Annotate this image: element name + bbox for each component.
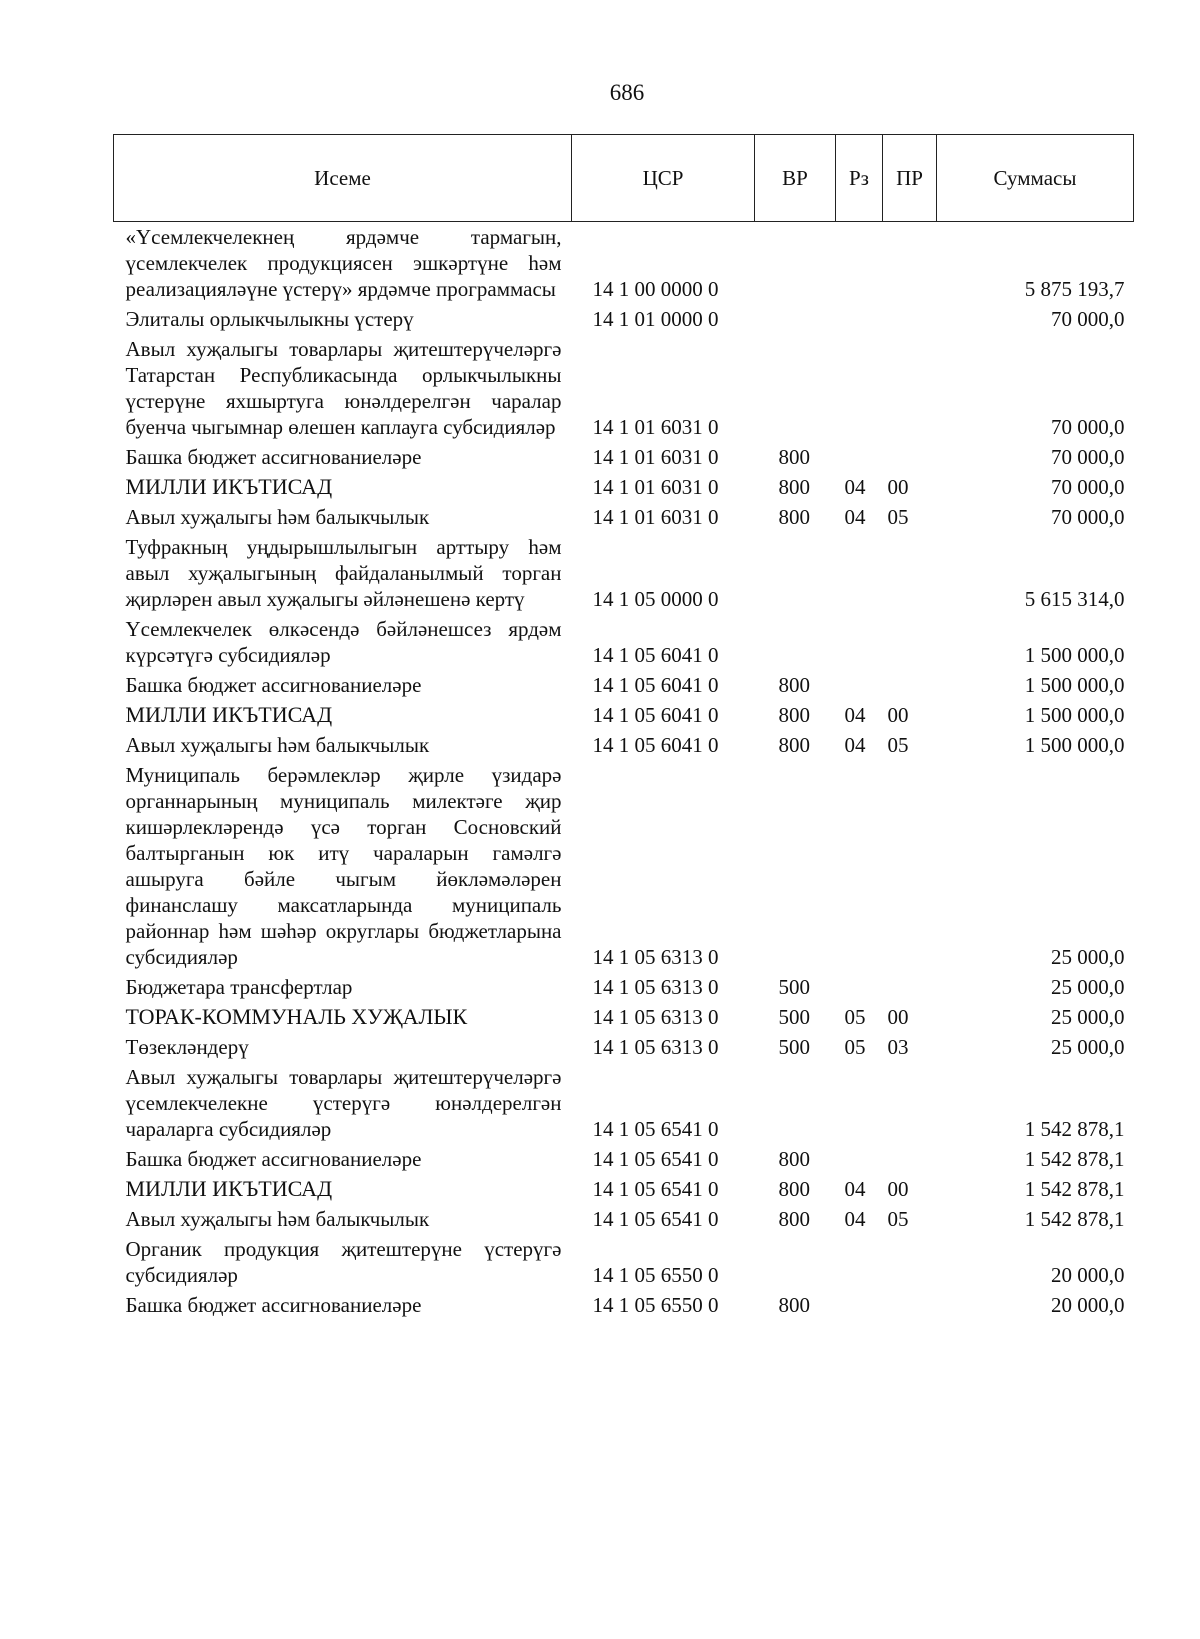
row-name: МИЛЛИ ИКЪТИСАД — [125, 474, 333, 499]
row-vr: 800 — [778, 445, 810, 469]
row-pr: 00 — [887, 475, 909, 499]
table-row — [114, 222, 1134, 305]
row-rz — [836, 614, 883, 670]
table-row — [114, 304, 1134, 334]
row-vr: 800 — [778, 673, 810, 697]
row-pr — [883, 334, 937, 442]
row-vr: 800 — [778, 703, 810, 727]
header-row — [114, 135, 1134, 222]
row-pr: 00 — [887, 1177, 909, 1201]
row-sum: 70 000,0 — [1051, 475, 1125, 499]
row-name: Авыл хуҗалыгы һәм балыкчылык — [125, 505, 430, 529]
row-rz — [836, 442, 883, 472]
row-rz — [836, 1144, 883, 1174]
row-vr: 800 — [778, 1293, 810, 1317]
row-name: Үсемлекчелек өлкәсендә бәйләнешсез ярдәм күрсәтүгә субсидияләр — [125, 617, 562, 667]
row-csr: 14 1 05 6541 0 — [592, 1207, 719, 1231]
row-sum: 20 000,0 — [1051, 1293, 1125, 1317]
row-rz: 04 — [844, 1207, 866, 1231]
row-vr — [755, 222, 836, 305]
row-vr — [755, 334, 836, 442]
row-rz — [836, 304, 883, 334]
row-name: ТОРАК-КОММУНАЛЬ ХУҖАЛЫК — [125, 1004, 468, 1029]
table-row — [114, 972, 1134, 1002]
row-rz: 04 — [844, 505, 866, 529]
row-csr: 14 1 01 6031 0 — [592, 475, 719, 499]
row-csr: 14 1 05 6550 0 — [592, 1293, 719, 1317]
row-sum: 1 542 878,1 — [1024, 1147, 1125, 1171]
row-name: Авыл хуҗалыгы һәм балыкчылык — [125, 733, 430, 757]
row-sum: 20 000,0 — [1051, 1263, 1125, 1287]
row-csr: 14 1 05 6541 0 — [592, 1117, 719, 1141]
row-sum: 1 500 000,0 — [1024, 673, 1125, 697]
row-sum: 70 000,0 — [1051, 505, 1125, 529]
row-pr — [883, 760, 937, 972]
header-vr: ВР — [755, 135, 836, 222]
row-csr: 14 1 05 6313 0 — [592, 975, 719, 999]
row-csr: 14 1 05 6313 0 — [592, 945, 719, 969]
row-sum: 1 542 878,1 — [1024, 1207, 1125, 1231]
header-pr: ПР — [883, 135, 937, 222]
budget-table — [113, 134, 1134, 1320]
table-row — [114, 1002, 1134, 1032]
table-row — [114, 532, 1134, 614]
row-name: МИЛЛИ ИКЪТИСАД — [125, 702, 333, 727]
row-name: Туфракның уңдырышлылыгын арттыру һәм авыл хуҗалыгының файдаланылмый торган җирләрен авыл хуҗалыгы әйләнешенә кертү — [125, 535, 562, 611]
table-row — [114, 502, 1134, 532]
row-rz — [836, 1234, 883, 1290]
row-pr: 00 — [887, 703, 909, 727]
row-name: Төзекләндерү — [125, 1035, 249, 1059]
row-csr: 14 1 00 0000 0 — [592, 277, 719, 301]
row-vr — [755, 532, 836, 614]
row-vr: 500 — [778, 1005, 810, 1029]
row-pr: 00 — [887, 1005, 909, 1029]
row-csr: 14 1 05 6041 0 — [592, 703, 719, 727]
row-pr — [883, 304, 937, 334]
header-name: Исеме — [114, 135, 572, 222]
row-rz — [836, 972, 883, 1002]
row-pr — [883, 1144, 937, 1174]
table-row — [114, 614, 1134, 670]
row-rz: 05 — [844, 1005, 866, 1029]
row-pr: 05 — [887, 1207, 909, 1231]
page-number: 686 — [609, 80, 645, 105]
row-name: МИЛЛИ ИКЪТИСАД — [125, 1176, 333, 1201]
row-csr: 14 1 05 6541 0 — [592, 1147, 719, 1171]
row-sum: 70 000,0 — [1051, 445, 1125, 469]
table-row — [114, 442, 1134, 472]
row-vr — [755, 760, 836, 972]
row-pr — [883, 532, 937, 614]
table-row — [114, 1290, 1134, 1320]
header-csr: ЦСР — [572, 135, 755, 222]
row-rz — [836, 1062, 883, 1144]
table-body — [114, 222, 1134, 1321]
table-row — [114, 670, 1134, 700]
row-csr: 14 1 05 6313 0 — [592, 1005, 719, 1029]
row-pr — [883, 442, 937, 472]
table-row — [114, 334, 1134, 442]
row-vr: 800 — [778, 505, 810, 529]
row-pr — [883, 1290, 937, 1320]
row-sum: 25 000,0 — [1051, 975, 1125, 999]
table-row — [114, 1062, 1134, 1144]
row-vr — [755, 1234, 836, 1290]
row-csr: 14 1 05 6550 0 — [592, 1263, 719, 1287]
row-pr — [883, 1234, 937, 1290]
row-sum: 25 000,0 — [1051, 1035, 1125, 1059]
row-vr: 500 — [778, 1035, 810, 1059]
row-rz: 04 — [844, 1177, 866, 1201]
row-rz — [836, 1290, 883, 1320]
row-vr: 500 — [778, 975, 810, 999]
row-vr: 800 — [778, 475, 810, 499]
row-csr: 14 1 05 6041 0 — [592, 643, 719, 667]
row-vr — [755, 614, 836, 670]
row-vr — [755, 1062, 836, 1144]
row-name: Авыл хуҗалыгы товарлары җитештерүчеләргә үсемлекчелекне үстерүгә юнәлдерелгән чараларга субсидияләр — [125, 1065, 562, 1141]
row-vr: 800 — [778, 1207, 810, 1231]
table-row — [114, 760, 1134, 972]
row-sum: 1 500 000,0 — [1024, 643, 1125, 667]
row-sum: 25 000,0 — [1051, 945, 1125, 969]
table-row — [114, 700, 1134, 730]
row-rz — [836, 222, 883, 305]
row-sum: 1 542 878,1 — [1024, 1177, 1125, 1201]
row-rz — [836, 532, 883, 614]
row-name: Башка бюджет ассигнованиеләре — [125, 1293, 422, 1317]
row-name: Бюджетара трансфертлар — [125, 975, 353, 999]
row-rz: 04 — [844, 475, 866, 499]
row-name: «Үсемлекчелекнең ярдәмче тармагын, үсемлекчелек продукциясен эшкәртүне һәм реализацияләүне үстерү» ярдәмче программасы — [125, 225, 562, 301]
row-pr — [883, 222, 937, 305]
budget-table-container — [113, 134, 1133, 1320]
row-sum: 70 000,0 — [1051, 307, 1125, 331]
row-name: Элиталы орлыкчылыкны үстерү — [125, 307, 414, 331]
row-csr: 14 1 05 6313 0 — [592, 1035, 719, 1059]
table-row — [114, 730, 1134, 760]
row-vr: 800 — [778, 1147, 810, 1171]
row-vr: 800 — [778, 1177, 810, 1201]
row-sum: 70 000,0 — [1051, 415, 1125, 439]
table-header — [114, 135, 1134, 222]
row-csr: 14 1 01 6031 0 — [592, 445, 719, 469]
header-sum: Суммасы — [937, 135, 1134, 222]
row-sum: 1 500 000,0 — [1024, 733, 1125, 757]
table-row — [114, 1234, 1134, 1290]
row-rz — [836, 670, 883, 700]
table-row — [114, 1204, 1134, 1234]
row-name: Авыл хуҗалыгы товарлары җитештерүчеләргә Татарстан Республикасында орлыкчылыкны үстерүне яхшыртуга юнәлдерелгән чаралар буенча чыгымнар өлешен каплауга субсидияләр — [125, 337, 562, 439]
row-vr: 800 — [778, 733, 810, 757]
row-pr: 03 — [887, 1035, 909, 1059]
row-name: Башка бюджет ассигнованиеләре — [125, 1147, 422, 1171]
row-csr: 14 1 05 6041 0 — [592, 673, 719, 697]
row-name: Муниципаль берәмлекләр җирле үзидарә органнарының муниципаль милектәге җир кишәрлекләрендә үсә торган Сосновский балтырганын юк итү чараларын гамәлгә ашыруга бәйле чыгым йөкләмәләрен финанслашу максатларында муниципаль районнар һәм шәһәр округлары бюджетларына субсидияләр — [125, 763, 562, 969]
row-csr: 14 1 01 0000 0 — [592, 307, 719, 331]
row-csr: 14 1 05 6041 0 — [592, 733, 719, 757]
row-sum: 5 615 314,0 — [1024, 587, 1125, 611]
header-rz: Рз — [836, 135, 883, 222]
row-csr: 14 1 01 6031 0 — [592, 415, 719, 439]
row-pr: 05 — [887, 505, 909, 529]
row-name: Башка бюджет ассигнованиеләре — [125, 445, 422, 469]
row-pr — [883, 972, 937, 1002]
row-csr: 14 1 05 0000 0 — [592, 587, 719, 611]
row-rz: 04 — [844, 703, 866, 727]
row-sum: 1 542 878,1 — [1024, 1117, 1125, 1141]
table-row — [114, 1032, 1134, 1062]
table-row — [114, 1174, 1134, 1204]
row-pr — [883, 670, 937, 700]
row-rz — [836, 760, 883, 972]
row-rz: 05 — [844, 1035, 866, 1059]
row-rz: 04 — [844, 733, 866, 757]
row-sum: 25 000,0 — [1051, 1005, 1125, 1029]
row-vr — [755, 304, 836, 334]
table-row — [114, 1144, 1134, 1174]
row-pr: 05 — [887, 733, 909, 757]
row-rz — [836, 334, 883, 442]
row-name: Органик продукция җитештерүне үстерүгә субсидияләр — [125, 1237, 562, 1287]
row-sum: 1 500 000,0 — [1024, 703, 1125, 727]
row-sum: 5 875 193,7 — [1024, 277, 1125, 301]
table-row — [114, 472, 1134, 502]
row-csr: 14 1 05 6541 0 — [592, 1177, 719, 1201]
row-pr — [883, 1062, 937, 1144]
row-csr: 14 1 01 6031 0 — [592, 505, 719, 529]
row-name: Башка бюджет ассигнованиеләре — [125, 673, 422, 697]
row-pr — [883, 614, 937, 670]
row-name: Авыл хуҗалыгы һәм балыкчылык — [125, 1207, 430, 1231]
